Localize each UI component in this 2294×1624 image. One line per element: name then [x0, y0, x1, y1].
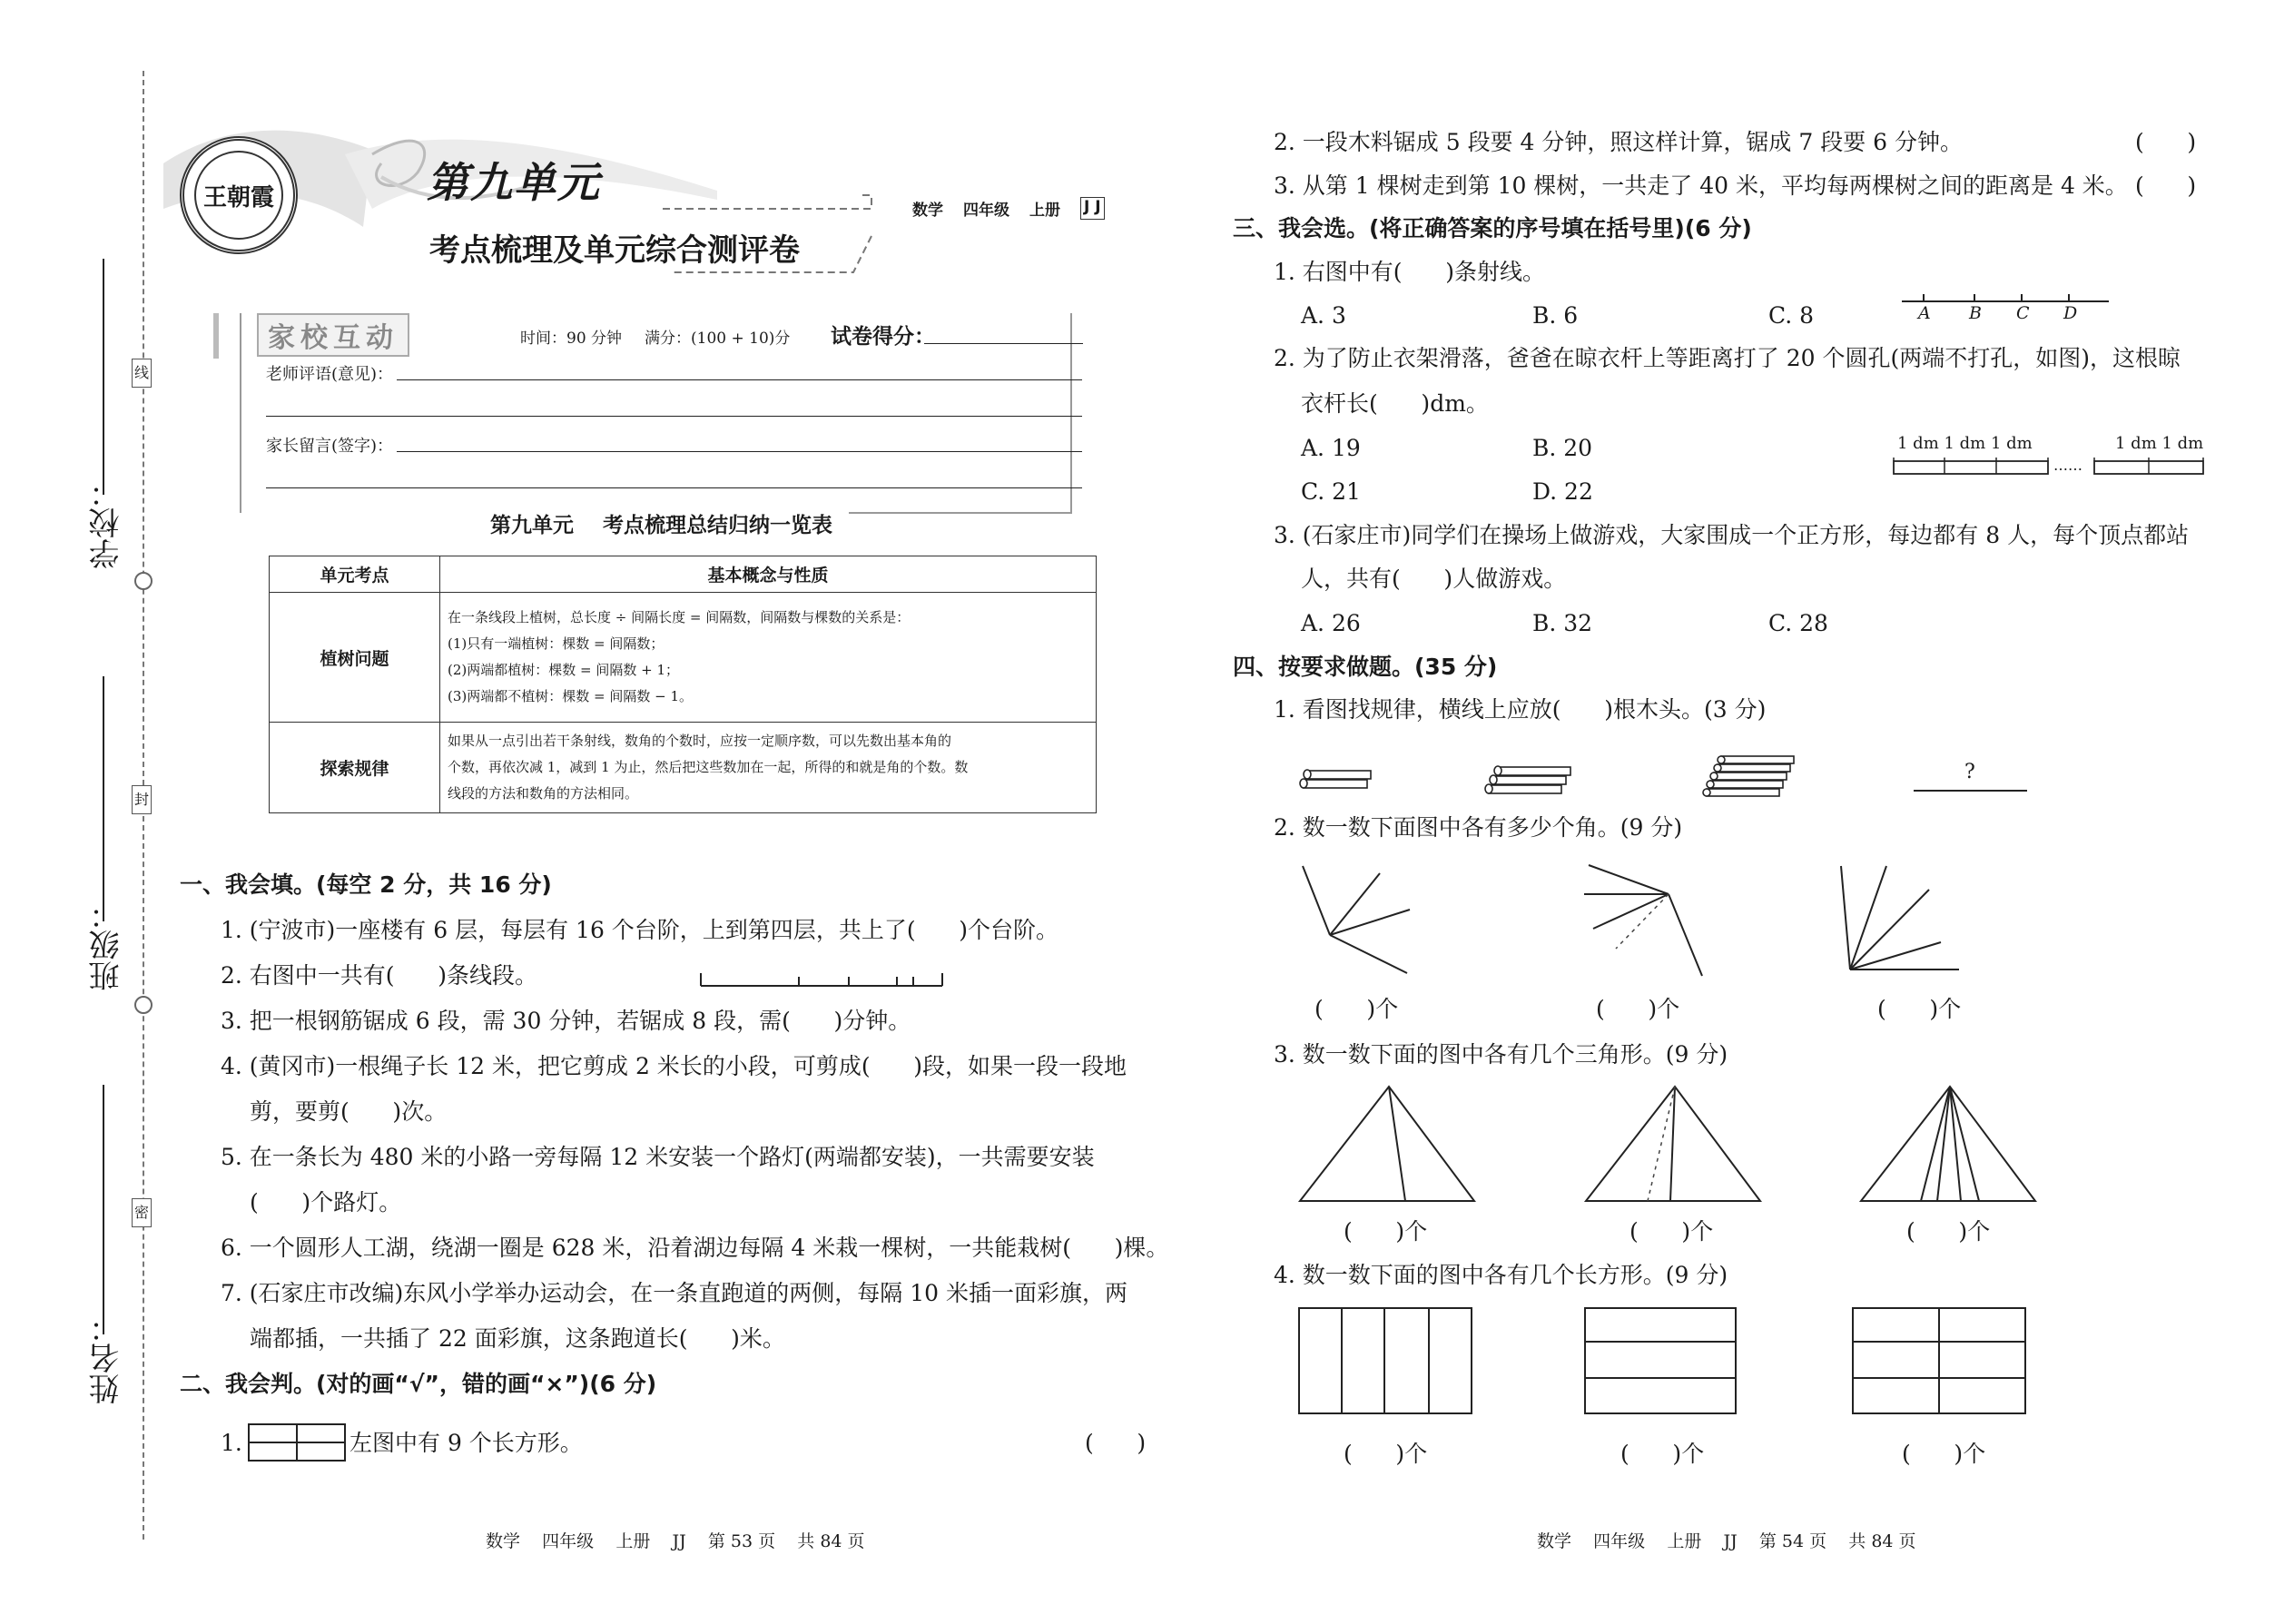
teacher-comment-field-2[interactable]	[266, 416, 1082, 417]
s2-q1-answer[interactable]: ( )	[1085, 1430, 1147, 1456]
s3-q1-option-a[interactable]: A. 3	[1301, 302, 1346, 329]
s4-q4-answer-2[interactable]: ( )个	[1620, 1441, 1705, 1467]
summary-table	[269, 556, 1097, 813]
summary-line: 在一条线段上植树，总长度 ÷ 间隔长度 = 间隔数，间隔数与棵数的关系是：	[448, 609, 911, 625]
summary-col-concept: 基本概念与性质	[440, 556, 1097, 593]
s3-q1-point-a: A	[1918, 303, 1931, 323]
s4-q3-triangle-figure-3	[1859, 1085, 2041, 1205]
s3-q3-option-a[interactable]: A. 26	[1301, 610, 1361, 636]
s3-q3-option-c[interactable]: C. 28	[1768, 610, 1828, 636]
s3-q1-option-b[interactable]: B. 6	[1532, 302, 1579, 329]
s2-q2-answer[interactable]: ( )	[2135, 129, 2197, 155]
parent-comment-field[interactable]	[397, 451, 1082, 452]
s4-q1-blank-line[interactable]	[1914, 790, 2027, 792]
logo-text: 王朝霞	[202, 183, 274, 212]
s4-q2-angle-figure-2	[1575, 858, 1720, 980]
s1-q4-line2: 剪，要剪( )次。	[250, 1098, 448, 1125]
s1-q6: 6. 一个圆形人工湖，绕湖一圈是 628 米，沿着湖边每隔 4 米栽一棵树，一共能栽树( )棵。	[221, 1235, 1169, 1261]
name-field[interactable]	[103, 1085, 104, 1334]
s4-q4-rectangle-figure-2	[1584, 1307, 1738, 1416]
s3-q1-ray-figure	[1902, 289, 2111, 325]
summary-line: 如果从一点引出若干条射线，数角的个数时，应按一定顺序数，可以先数出基本角的	[448, 733, 952, 749]
summary-topic-tree: 植树问题	[270, 593, 440, 723]
s2-q3-answer[interactable]: ( )	[2135, 172, 2197, 199]
parent-comment-label: 家长留言(签字)：	[266, 437, 394, 456]
tag-edition: J J	[1080, 197, 1105, 220]
section4-title: 四、按要求做题。(35 分)	[1233, 654, 1498, 680]
teacher-comment-field[interactable]	[397, 379, 1082, 380]
full-score: 满分：(100 + 10)分	[645, 330, 791, 348]
s1-q7-line2: 端都插，一共插了 22 面彩旗，这条跑道长( )米。	[250, 1325, 785, 1352]
s3-q3-option-b[interactable]: B. 32	[1532, 610, 1593, 636]
summary-line: (1)只有一端植树：棵数 = 间隔数；	[448, 635, 665, 652]
s3-q3-line1: 3. (石家庄市)同学们在操场上做游戏，大家围成一个正方形，每边都有 8 人，每个顶点都站	[1274, 522, 2190, 548]
footer-right: 数学 四年级 上册 JJ 第 54 页 共 84 页	[1537, 1531, 1916, 1551]
s4-q3-answer-2[interactable]: ( )个	[1629, 1218, 1714, 1245]
binding-circle-2	[134, 996, 153, 1014]
s1-q2: 2. 右图中一共有( )条线段。	[221, 962, 537, 989]
unit-title: 第九单元	[427, 158, 601, 207]
s2-q1-rectangle-figure	[248, 1423, 348, 1463]
s4-q4-answer-3[interactable]: ( )个	[1902, 1441, 1986, 1467]
s3-q2-option-c[interactable]: C. 21	[1301, 478, 1361, 505]
s4-q3-triangle-figure-1	[1298, 1085, 1480, 1205]
s4-q3-answer-1[interactable]: ( )个	[1344, 1218, 1428, 1245]
school-label: 学校：	[89, 477, 125, 569]
s3-q2-option-a[interactable]: A. 19	[1301, 435, 1361, 461]
s4-q3-answer-3[interactable]: ( )个	[1906, 1218, 1991, 1245]
s3-q2-fig-label-right: 1 dm 1 dm	[2115, 434, 2204, 453]
s3-q2-fig-label-left: 1 dm 1 dm 1 dm	[1897, 434, 2033, 453]
s1-q5-line2: ( )个路灯。	[250, 1189, 402, 1216]
s3-q1-point-c: C	[2016, 303, 2030, 323]
s4-q4-answer-1[interactable]: ( )个	[1344, 1441, 1428, 1467]
header-tag-row	[912, 197, 1105, 220]
s4-q4-rectangle-figure-1	[1298, 1307, 1475, 1416]
tag-subject: 数学	[912, 202, 943, 220]
logo-seal	[180, 136, 298, 254]
s4-q2: 2. 数一数下面图中各有多少个角。(9 分)	[1274, 814, 1683, 841]
s3-q3-line2: 人，共有( )人做游戏。	[1301, 566, 1567, 592]
tag-term: 上册	[1029, 202, 1060, 220]
s4-q1-logs-figure	[1298, 749, 1807, 803]
exam-time: 时间：90 分钟	[520, 330, 623, 348]
summary-line: (3)两端都不植树：棵数 = 间隔数 − 1。	[448, 688, 694, 704]
binding-circle-1	[134, 572, 153, 590]
s1-q5-line1: 5. 在一条长为 480 米的小路一旁每隔 12 米安装一个路灯(两端都安装)，一共需要安装	[221, 1144, 1095, 1170]
s3-q2-option-b[interactable]: B. 20	[1532, 435, 1593, 461]
s3-q1-option-c[interactable]: C. 8	[1768, 302, 1815, 329]
s4-q2-angle-figure-1	[1294, 862, 1421, 976]
s4-q2-answer-3[interactable]: ( )个	[1877, 996, 1962, 1022]
class-label: 班级：	[89, 899, 125, 991]
s3-q1: 1. 右图中有( )条射线。	[1274, 259, 1545, 285]
school-field[interactable]	[103, 259, 104, 495]
summary-title: 第九单元 考点梳理总结归纳一览表	[490, 514, 833, 537]
s3-q2-fig-dots: ……	[2053, 457, 2082, 474]
summary-col-topic: 单元考点	[270, 556, 440, 593]
s4-q2-answer-2[interactable]: ( )个	[1596, 996, 1680, 1022]
parent-comment-field-2[interactable]	[266, 487, 1082, 488]
s1-q7-line1: 7. (石家庄市改编)东风小学举办运动会，在一条直跑道的两侧，每隔 10 米插一面彩旗，两	[221, 1280, 1128, 1306]
logo-seal-inner	[194, 151, 283, 240]
s1-q2-segment-figure	[699, 969, 944, 991]
score-label: 试卷得分：	[831, 325, 935, 349]
section1-title: 一、我会填。(每空 2 分，共 16 分)	[180, 871, 552, 898]
s2-q2: 2. 一段木料锯成 5 段要 4 分钟，照这样计算，锯成 7 段要 6 分钟。	[1274, 129, 1963, 155]
s3-q2-option-d[interactable]: D. 22	[1532, 478, 1593, 505]
footer-left: 数学 四年级 上册 JJ 第 53 页 共 84 页	[486, 1531, 865, 1551]
score-field[interactable]	[924, 343, 1083, 344]
tag-grade: 四年级	[963, 202, 1009, 220]
s1-q3: 3. 把一根钢筋锯成 6 段，需 30 分钟，若锯成 8 段，需( )分钟。	[221, 1008, 911, 1034]
s3-q2-line2: 衣杆长( )dm。	[1301, 390, 1489, 417]
summary-concept-pattern	[440, 723, 1097, 813]
summary-line: (2)两端都植树：棵数 = 间隔数 + 1；	[448, 662, 680, 678]
binding-tag-mid: 封	[132, 785, 152, 814]
s3-q2-rod-figure	[1893, 454, 2206, 481]
s4-q1-question-mark: ?	[1964, 761, 1975, 783]
binding-tag-bot: 密	[132, 1198, 152, 1227]
main-title: 考点梳理及单元综合测评卷	[429, 232, 800, 269]
teacher-comment-label: 老师评语(意见)：	[266, 365, 394, 384]
summary-line: 线段的方法和数角的方法相同。	[448, 785, 639, 802]
s4-q1: 1. 看图找规律，横线上应放( )根木头。(3 分)	[1274, 696, 1767, 723]
name-label: 姓名：	[89, 1312, 125, 1404]
s4-q3-triangle-figure-2	[1584, 1085, 1766, 1205]
s3-q1-point-d: D	[2063, 303, 2078, 323]
home-school-label: 家校互动	[257, 313, 409, 357]
s4-q4: 4. 数一数下面的图中各有几个长方形。(9 分)	[1274, 1262, 1728, 1288]
summary-topic-pattern: 探索规律	[270, 723, 440, 813]
s4-q2-answer-1[interactable]: ( )个	[1314, 996, 1399, 1022]
class-field[interactable]	[103, 676, 104, 921]
s4-q4-rectangle-figure-3	[1852, 1307, 2029, 1416]
s2-q3: 3. 从第 1 棵树走到第 10 棵树，一共走了 40 米，平均每两棵树之间的距离是 4 米。	[1274, 172, 2128, 199]
s4-q2-angle-figure-3	[1834, 862, 1965, 976]
summary-concept-tree	[440, 593, 1097, 723]
s4-q3: 3. 数一数下面的图中各有几个三角形。(9 分)	[1274, 1041, 1728, 1068]
binding-tag-top: 线	[132, 359, 152, 388]
summary-line: 个数，再依次减 1，减到 1 为止，然后把这些数加在一起，所得的和就是角的个数。数	[448, 759, 969, 775]
s1-q4-line1: 4. (黄冈市)一根绳子长 12 米，把它剪成 2 米长的小段，可剪成( )段，如果一段一段地	[221, 1053, 1127, 1079]
section2-title: 二、我会判。(对的画“√”，错的画“×”)(6 分)	[180, 1371, 657, 1397]
s1-q1: 1. (宁波市)一座楼有 6 层，每层有 16 个台阶，上到第四层，共上了( )个台阶。	[221, 917, 1059, 943]
s3-q2-line1: 2. 为了防止衣架滑落，爸爸在晾衣杆上等距离打了 20 个圆孔(两端不打孔，如图)，这根晾	[1274, 345, 2181, 371]
s3-q1-point-b: B	[1969, 303, 1982, 323]
section3-title: 三、我会选。(将正确答案的序号填在括号里)(6 分)	[1233, 215, 1752, 241]
s2-q1-number: 1.	[221, 1430, 242, 1456]
s2-q1: 左图中有 9 个长方形。	[350, 1430, 583, 1456]
